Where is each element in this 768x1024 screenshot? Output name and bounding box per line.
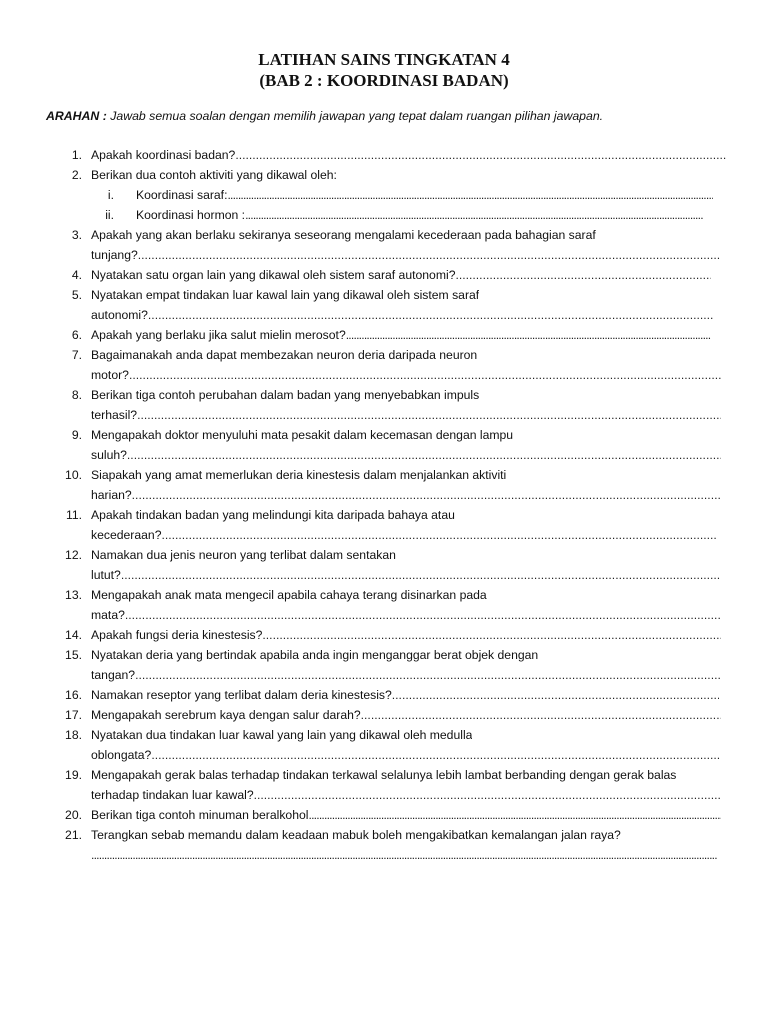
question-text-row xyxy=(91,145,727,165)
question-text: motor? xyxy=(91,368,129,382)
answer-blank[interactable] xyxy=(125,605,721,625)
question-9 xyxy=(0,425,768,445)
answer-blank[interactable] xyxy=(148,305,713,325)
question-text-row xyxy=(91,225,596,245)
sub-question-number: i. xyxy=(107,188,114,202)
question-number: 15. xyxy=(65,648,82,662)
question-text-row xyxy=(91,405,721,425)
answer-blank[interactable] xyxy=(254,785,721,805)
question-number: 7. xyxy=(71,348,82,362)
question-text-row xyxy=(91,345,477,365)
question-number: 12. xyxy=(65,548,82,562)
question-13 xyxy=(0,585,768,605)
question-number: 5. xyxy=(71,288,82,302)
answer-blank[interactable] xyxy=(361,705,721,725)
answer-blank[interactable] xyxy=(129,365,721,385)
question-number: 16. xyxy=(65,688,82,702)
question-16 xyxy=(0,685,768,705)
question-text: Berikan tiga contoh minuman beralkohol xyxy=(91,808,309,822)
question-text: Mengapakah doktor menyuluhi mata pesakit dalam kecemasan dengan lampu xyxy=(91,428,514,442)
question-text: Nyatakan dua tindakan luar kawal yang lain yang dikawal oleh medulla xyxy=(91,728,473,742)
question-text: kecederaan? xyxy=(91,528,162,542)
question-number: 20. xyxy=(65,808,82,822)
question-number: 9. xyxy=(71,428,82,442)
question-19-cont xyxy=(0,785,768,805)
question-number: 3. xyxy=(71,228,82,242)
question-number: 6. xyxy=(71,328,82,342)
question-text: tangan? xyxy=(91,668,136,682)
question-text: terhasil? xyxy=(91,408,138,422)
question-text-row xyxy=(91,325,711,345)
question-8 xyxy=(0,385,768,405)
question-2 xyxy=(0,165,768,185)
answer-blank[interactable] xyxy=(455,265,711,285)
question-text-row xyxy=(91,585,487,605)
question-number: 8. xyxy=(71,388,82,402)
answer-blank[interactable] xyxy=(346,325,711,345)
question-20 xyxy=(0,805,768,825)
question-5 xyxy=(0,285,768,305)
question-text-row xyxy=(91,245,721,265)
question-21-cont xyxy=(0,845,768,865)
question-text: Apakah yang akan berlaku sekiranya seseorang mengalami kecederaan pada bahagian saraf xyxy=(91,228,596,242)
question-text: harian? xyxy=(91,488,132,502)
question-text-row xyxy=(91,785,721,805)
question-21 xyxy=(0,825,768,845)
question-text: Koordinasi saraf: xyxy=(136,188,228,202)
question-text-row xyxy=(91,305,713,325)
question-text: Berikan dua contoh aktiviti yang dikawal oleh: xyxy=(91,168,337,182)
question-text-row xyxy=(91,605,721,625)
question-text-row xyxy=(91,725,472,745)
question-5-cont xyxy=(0,305,768,325)
question-text: Namakan reseptor yang terlibat dalam deria kinestesis? xyxy=(91,688,392,702)
answer-blank[interactable] xyxy=(135,665,721,685)
question-text-row xyxy=(91,385,479,405)
question-1 xyxy=(0,145,768,165)
answer-blank[interactable] xyxy=(132,485,721,505)
question-13-cont xyxy=(0,605,768,625)
sub-question-number: ii. xyxy=(105,208,114,222)
question-10 xyxy=(0,465,768,485)
question-number: 13. xyxy=(65,588,82,602)
question-10-cont xyxy=(0,485,768,505)
question-text-row xyxy=(91,685,719,705)
question-number: 10. xyxy=(65,468,82,482)
question-18 xyxy=(0,725,768,745)
question-15-cont xyxy=(0,665,768,685)
question-7-cont xyxy=(0,365,768,385)
answer-blank[interactable] xyxy=(137,405,721,425)
question-text-row xyxy=(91,285,479,305)
question-text: Apakah koordinasi badan? xyxy=(91,148,236,162)
question-text: Namakan dua jenis neuron yang terlibat dalam sentakan xyxy=(91,548,396,562)
question-text: Bagaimanakah anda dapat membezakan neuron deria daripada neuron xyxy=(91,348,478,362)
answer-blank[interactable] xyxy=(227,185,713,205)
worksheet-subtitle: (BAB 2 : KOORDINASI BADAN) xyxy=(259,71,509,90)
question-7 xyxy=(0,345,768,365)
question-text: Apakah fungsi deria kinestesis? xyxy=(91,628,263,642)
question-2-ii xyxy=(0,205,768,225)
question-18-cont xyxy=(0,745,768,765)
question-text-row xyxy=(91,465,506,485)
question-text-row xyxy=(91,165,337,185)
answer-blank[interactable] xyxy=(245,205,704,225)
question-text-row xyxy=(91,545,396,565)
question-text-row xyxy=(136,185,713,205)
question-text-row xyxy=(91,505,455,525)
question-text-row xyxy=(136,205,704,225)
question-text-row xyxy=(91,565,721,585)
question-number: 18. xyxy=(65,728,82,742)
question-text: Mengapakah anak mata mengecil apabila cahaya terang disinarkan pada xyxy=(91,588,487,602)
instruction-text: Jawab semua soalan dengan memilih jawapan yang tepat dalam ruangan pilihan jawapan. xyxy=(106,109,604,123)
question-text: oblongata? xyxy=(91,748,152,762)
answer-blank[interactable] xyxy=(138,245,721,265)
question-text: Terangkan sebab memandu dalam keadaan mabuk boleh mengakibatkan kemalangan jalan raya? xyxy=(91,828,621,842)
question-17 xyxy=(0,705,768,725)
answer-blank[interactable] xyxy=(392,685,719,705)
question-number: 21. xyxy=(65,828,82,842)
question-text: Mengapakah serebrum kaya dengan salur darah? xyxy=(91,708,361,722)
question-number: 1. xyxy=(71,148,82,162)
question-14 xyxy=(0,625,768,645)
question-19 xyxy=(0,765,768,785)
question-text-row xyxy=(91,845,717,865)
question-number: 2. xyxy=(71,168,82,182)
question-8-cont xyxy=(0,405,768,425)
question-text-row xyxy=(91,665,721,685)
question-text-row xyxy=(91,425,513,445)
question-text: Nyatakan deria yang bertindak apabila anda ingin menganggar berat objek dengan xyxy=(91,648,539,662)
question-text: autonomi? xyxy=(91,308,148,322)
worksheet-title: LATIHAN SAINS TINGKATAN 4 xyxy=(258,50,510,69)
question-12-cont xyxy=(0,565,768,585)
question-text: terhadap tindakan luar kawal? xyxy=(91,788,254,802)
question-text-row xyxy=(91,265,711,285)
answer-blank[interactable] xyxy=(262,625,721,645)
question-text: Siapakah yang amat memerlukan deria kinestesis dalam menjalankan aktiviti xyxy=(91,468,507,482)
question-number: 19. xyxy=(65,768,82,782)
question-text-row xyxy=(91,825,731,845)
question-text: Apakah yang berlaku jika salut mielin merosot? xyxy=(91,328,346,342)
question-6 xyxy=(0,325,768,345)
question-text: Nyatakan satu organ lain yang dikawal oleh sistem saraf autonomi? xyxy=(91,268,456,282)
question-text: suluh? xyxy=(91,448,127,462)
question-text: tunjang? xyxy=(91,248,138,262)
answer-blank[interactable] xyxy=(151,745,721,765)
question-text-row xyxy=(91,645,538,665)
question-text-row xyxy=(91,805,721,825)
question-text-row xyxy=(91,745,721,765)
question-text-row xyxy=(91,365,721,385)
answer-blank[interactable] xyxy=(91,845,717,865)
question-15 xyxy=(0,645,768,665)
question-3 xyxy=(0,225,768,245)
question-number: 14. xyxy=(65,628,82,642)
question-text-row xyxy=(91,705,721,725)
question-text-row xyxy=(91,525,716,545)
question-12 xyxy=(0,545,768,565)
question-4 xyxy=(0,265,768,285)
question-9-cont xyxy=(0,445,768,465)
answer-blank[interactable] xyxy=(161,525,716,545)
question-2-i xyxy=(0,185,768,205)
question-text: lutut? xyxy=(91,568,121,582)
instruction-label: ARAHAN : xyxy=(46,109,107,123)
question-text-row xyxy=(91,445,721,465)
question-text: Apakah tindakan badan yang melindungi kita daripada bahaya atau xyxy=(91,508,455,522)
question-text-row xyxy=(91,765,731,785)
question-text: mata? xyxy=(91,608,125,622)
question-text-row xyxy=(91,625,721,645)
question-text: Koordinasi hormon : xyxy=(136,208,246,222)
question-text: Mengapakah gerak balas terhadap tindakan terkawal selalunya lebih lambat berbanding dengan gerak balas xyxy=(91,768,677,782)
answer-blank[interactable] xyxy=(121,565,721,585)
question-11 xyxy=(0,505,768,525)
question-text-row xyxy=(91,485,721,505)
question-11-cont xyxy=(0,525,768,545)
question-number: 4. xyxy=(71,268,82,282)
answer-blank[interactable] xyxy=(308,805,721,825)
question-text: Nyatakan empat tindakan luar kawal lain yang dikawal oleh sistem saraf xyxy=(91,288,480,302)
question-text: Berikan tiga contoh perubahan dalam badan yang menyebabkan impuls xyxy=(91,388,480,402)
question-3-cont xyxy=(0,245,768,265)
question-list xyxy=(0,145,768,865)
question-number: 17. xyxy=(65,708,82,722)
question-number: 11. xyxy=(65,508,82,522)
answer-blank[interactable] xyxy=(235,145,727,165)
answer-blank[interactable] xyxy=(127,445,721,465)
instruction xyxy=(46,109,736,123)
